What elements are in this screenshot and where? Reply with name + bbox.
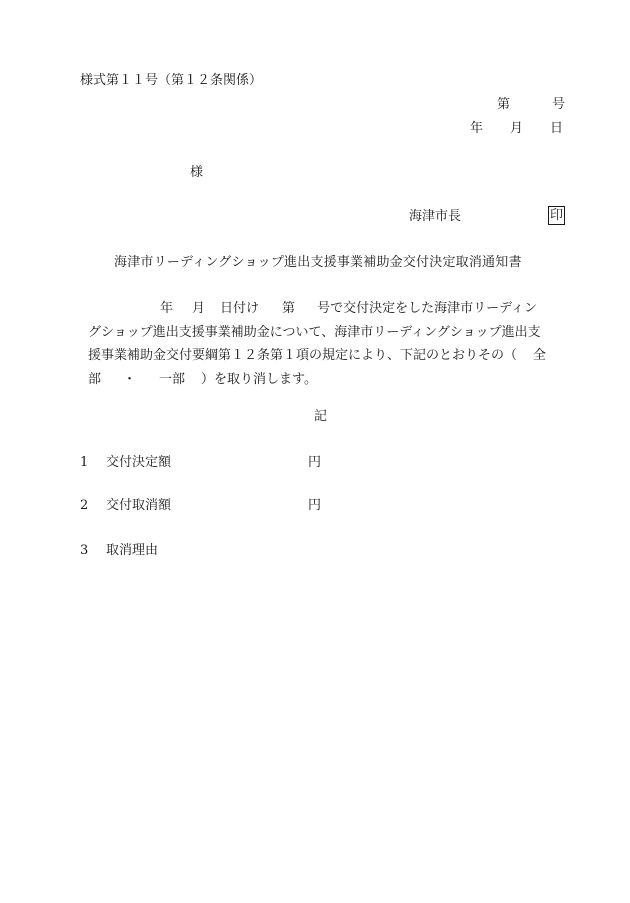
document-number-label: 第 — [497, 97, 511, 112]
item-label: 交付決定額 — [106, 455, 172, 470]
body-line-2: グショップ進出支援事業補助金について、海津市リーディングショップ進出支 — [88, 324, 541, 340]
body-line-4: 部 ・ 一部 ）を取り消します。 — [88, 371, 318, 387]
item-number: 3 — [80, 543, 89, 558]
item-number: 2 — [80, 498, 89, 513]
addressee-suffix: 様 — [190, 165, 204, 180]
item-unit: 円 — [308, 455, 322, 470]
item-label: 取消理由 — [106, 543, 159, 558]
document-number — [497, 98, 565, 111]
document-number-suffix: 号 — [552, 97, 566, 112]
seal-mark: 印 — [550, 208, 564, 223]
body-paragraph — [80, 297, 570, 391]
document-date — [470, 122, 563, 135]
item-label: 交付取消額 — [106, 498, 172, 513]
list-item — [80, 499, 321, 512]
document-title: 海津市リーディングショップ進出支援事業補助金交付決定取消通知書 — [114, 255, 522, 270]
item-unit: 円 — [308, 498, 322, 513]
date-month: 月 — [510, 121, 524, 136]
item-number: 1 — [80, 455, 89, 470]
ki-heading: 記 — [314, 409, 328, 424]
form-number: 様式第１１号（第１２条関係） — [80, 73, 263, 88]
body-line-3: 援事業補助金交付要綱第１２条第１項の規定により、下記のとおりその（ 全 — [88, 348, 547, 363]
list-item — [80, 544, 308, 557]
sender-title: 海津市長 — [409, 209, 462, 224]
date-day: 日 — [550, 121, 564, 136]
list-item — [80, 456, 321, 469]
date-year: 年 — [470, 121, 484, 136]
body-line-1: 年 月 日付け 第 号で交付決定をした海津市リーディン — [160, 301, 538, 316]
